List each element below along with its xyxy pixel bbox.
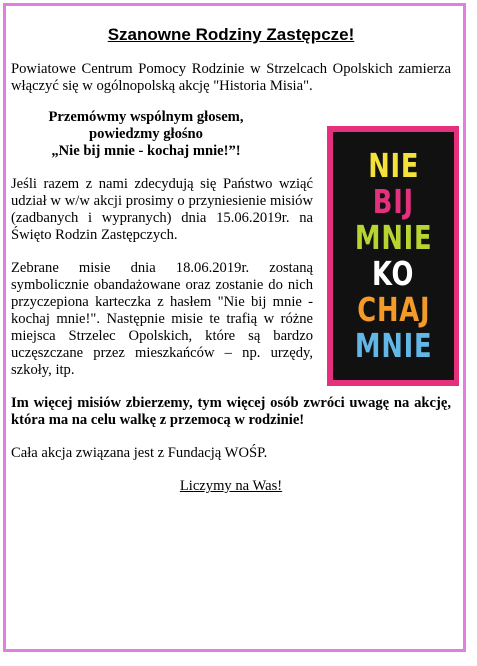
appeal-block	[11, 109, 281, 160]
poster-word-ko: KO	[372, 254, 415, 293]
intro-paragraph: Powiatowe Centrum Pomocy Rodzinie w Strzelcach Opolskich zamierza włączyć się w ogólnopolską akcję "Historia Misia".	[11, 61, 451, 94]
appeal-line-1: Przemówmy wspólnym głosem,	[48, 109, 244, 125]
poster-word-nie: NIE	[367, 146, 420, 185]
poster-word-bij: BIJ	[372, 182, 415, 221]
paragraph-call-to-action: Im więcej misiów zbierzemy, tym więcej osób zwróci uwagę na akcję, która ma na celu walkę z przemocą w rodzinie!	[11, 395, 451, 428]
paragraph-participation: Jeśli razem z nami zdecydują się Państwo wziąć udział w w/w akcji prosimy o przyniesienie misiów (zadbanych i wypranych) dnia 15.06.2019r. na Święto Rodzin Zastępczych.	[11, 176, 313, 243]
campaign-poster	[327, 126, 459, 386]
poster-inner	[333, 132, 454, 380]
appeal-line-3: „Nie bij mnie - kochaj mnie!”!	[51, 143, 241, 159]
document-title: Szanowne Rodziny Zastępcze!	[107, 25, 355, 44]
appeal-line-2: powiedzmy głośno	[89, 126, 203, 142]
poster-word-mnie-2: MNIE	[354, 326, 433, 365]
paragraph-bandaging: Zebrane misie dnia 18.06.2019r. zostaną symbolicznie obandażowane oraz zostanie do nich przyczepiona karteczka z hasłem "Nie bij mnie - kochaj mnie!". Następnie misie te trafią w różne miejsca Strzelec Opolskich, które są bardzo uczęszczane przez mieszkańców – np. urzędy, szkoły, itp.	[11, 260, 313, 378]
poster-word-mnie: MNIE	[354, 218, 433, 257]
closing-line: Liczymy na Was!	[179, 478, 283, 494]
poster-word-chaj: CHAJ	[356, 290, 431, 329]
paragraph-wosp: Cała akcja związana jest z Fundacją WOŚP.	[11, 445, 268, 461]
